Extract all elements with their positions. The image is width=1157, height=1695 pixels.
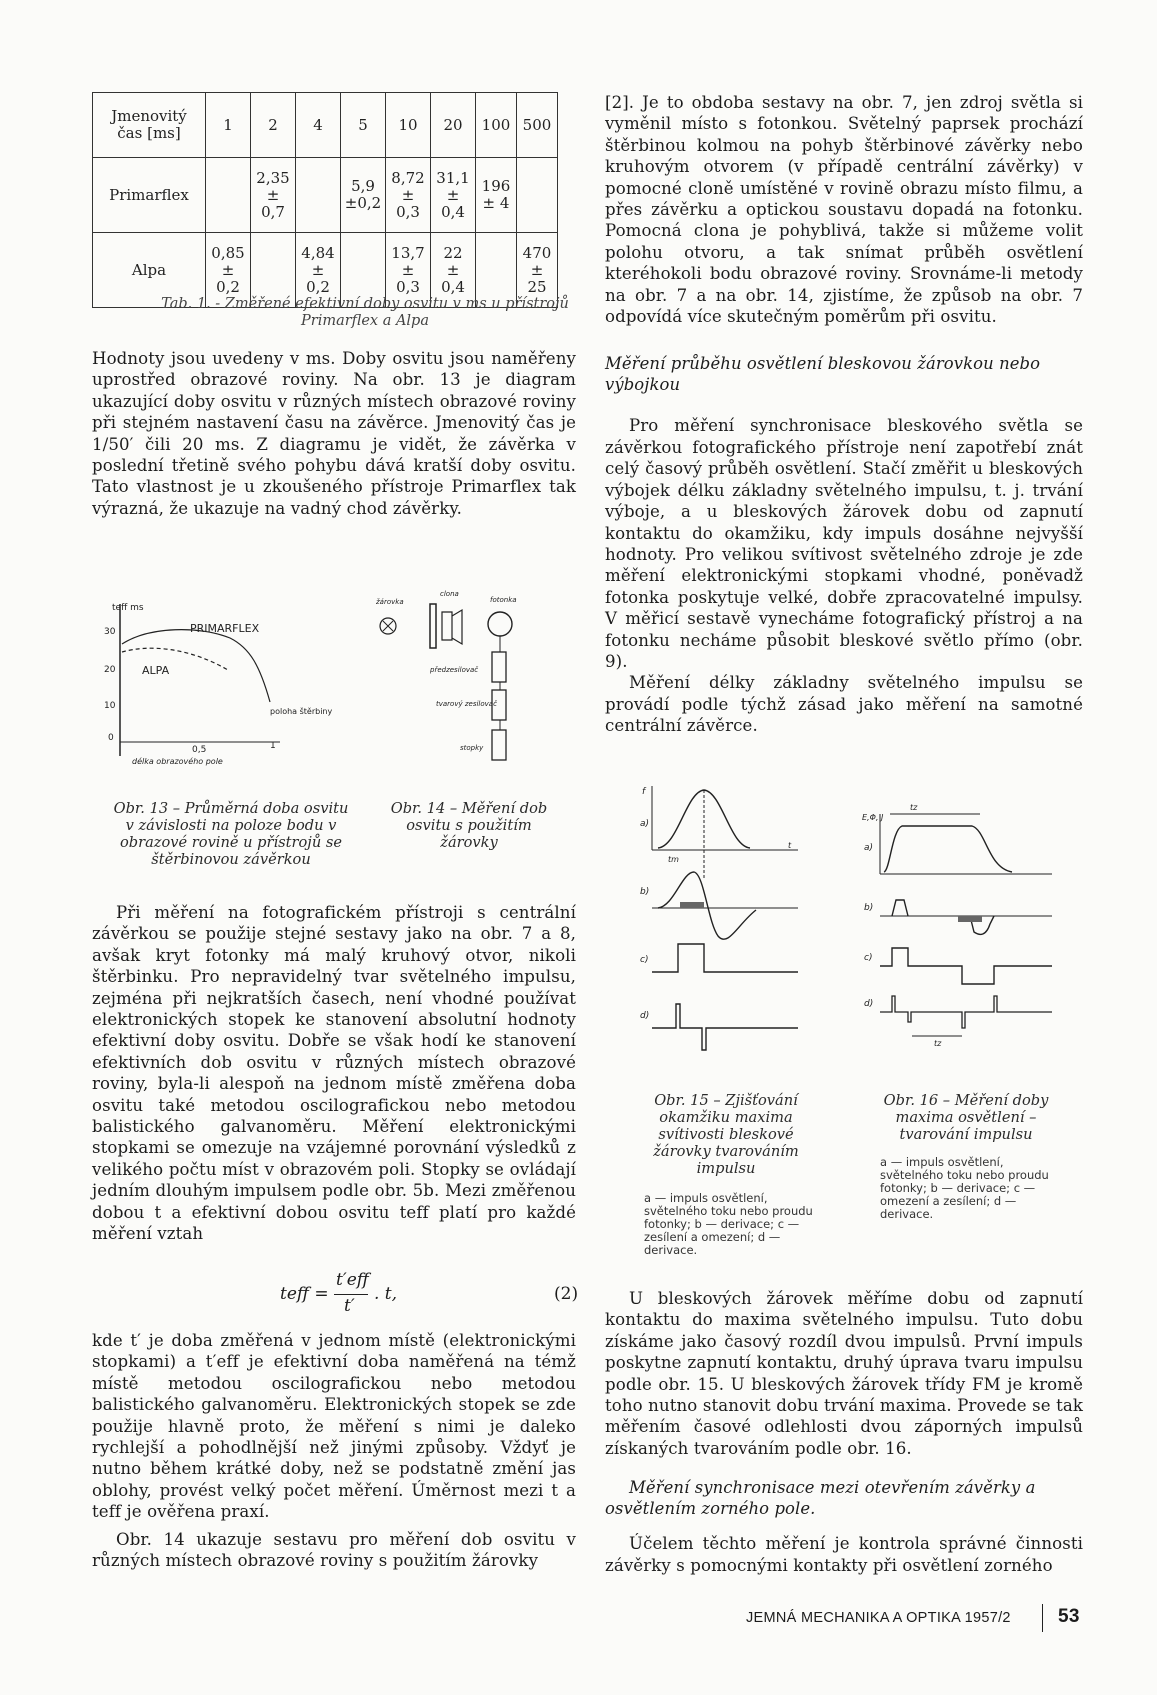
table-cell — [517, 158, 558, 233]
paragraph: [2]. Je to obdoba sestavy na obr. 7, jen zdroj světla si vyměnil místo s fotonkou. Světelný paprsek prochází štěrbinou kolmou na pohyb štěrbinové závěrky nebo kruhovým otvorem (v případě centrální závěrky) v pomocné cloně umístěné v rovině obrazu místo filmu, a přes závěrku a optickou soustavu dopadá na fotonku. Pomocná clona je pohyblivá, takže si můžeme volit polohu otvoru, a tak snímat průběh osvětlení kteréhokoli bodu obrazové roviny. Srovnáme-li metody na obr. 7 a na obr. 14, zjistíme, že způsob na obr. 7 odpovídá více skutečným poměrům při osvitu. — [605, 93, 1083, 327]
fig14-block2-label: tvarový zesilovač — [436, 700, 497, 708]
pulse-a — [884, 826, 1012, 872]
pulse-a — [658, 790, 750, 848]
table-cell: 2,35 ± 0,7 — [251, 158, 296, 233]
fig16-tz: tz — [910, 803, 918, 812]
table-header-cell: 2 — [251, 93, 296, 158]
eq-number: (2) — [554, 1284, 579, 1304]
eq-numerator: t′eff — [336, 1270, 369, 1290]
left-paragraph-1 — [92, 348, 576, 519]
fig14-caption: Obr. 14 – Měření dob osvitu s použitím žárovky — [390, 800, 548, 851]
fig13-annot: poloha štěrbiny — [270, 707, 333, 716]
fig13-ytick: 0 — [108, 733, 114, 743]
figure-15 — [638, 782, 808, 1072]
fig15-t: t — [788, 841, 792, 850]
fotonka-icon — [488, 612, 512, 636]
fig13-caption: Obr. 13 – Průměrná doba osvitu v závislosti na poloze bodu v obrazové rovině u přístrojů se štěrbinovou závěrkou — [113, 800, 349, 868]
fig16-label-d: d) — [864, 999, 874, 1009]
table-cell: 13,7 ± 0,3 — [386, 233, 431, 308]
fig13-ylabel: teff ms — [112, 603, 144, 613]
camera-shape — [442, 610, 462, 644]
table-row — [93, 158, 558, 233]
right-column-top — [605, 92, 1083, 737]
footer-divider — [1042, 1604, 1043, 1632]
table-cell — [206, 158, 251, 233]
fig14-lamp-label: žárovka — [376, 598, 404, 606]
fig15-label-c: c) — [640, 955, 649, 965]
fig14-block3-label: stopky — [460, 744, 484, 752]
table-cell: 8,72 ± 0,3 — [386, 158, 431, 233]
table-header-cell: 20 — [431, 93, 476, 158]
primarflex-label: PRIMARFLEX — [190, 622, 260, 635]
figure-14 — [370, 588, 570, 778]
eq-rhs: . t, — [374, 1284, 398, 1304]
paragraph: Obr. 14 ukazuje sestavu pro měření dob osvitu v různých místech obrazové roviny s použitím žárovky — [92, 1529, 576, 1571]
paragraph: U bleskových žárovek měříme dobu od zapnutí kontaktu do maxima světelného impulsu. Tuto dobu získáme jako časový rozdíl dvou impulsů. První impuls poskytne zapnutí kontaktu, druhý úprava tvaru impulsu podle obr. 15. U bleskových žárovek třídy FM je kromě toho nutno stanovit dobu trvání maxima. Provede se tak měřením časové odlehlosti dvou záporných impulsů získaných tvarováním podle obr. 16. — [605, 1289, 1083, 1458]
table-header-cell: 500 — [517, 93, 558, 158]
fig13-xlabel: délka obrazového pole — [132, 757, 223, 766]
table-header-cell: 1 — [206, 93, 251, 158]
paragraph: Hodnoty jsou uvedeny v ms. Doby osvitu jsou naměřeny uprostřed obrazové roviny. Na obr. 13 je diagram ukazující doby osvitu v různých místech obrazové roviny při stejném nastavení času na závěrce. Jmenovitý čas je 1/50′ čili 20 ms. Z diagramu je vidět, že závěrka v poslední třetině svého pohybu dává kratší doby osvitu. Tato vlastnost je u zkoušeného přístroje Primarflex tak výrazná, že ukazuje na vadný chod závěrky. — [92, 349, 576, 518]
fig15-caption: Obr. 15 – Zjišťování okamžiku maxima svítivosti bleskové žárovky tvarováním impulsu — [653, 1092, 799, 1177]
fig13-ytick: 10 — [104, 701, 116, 711]
equation-2 — [266, 1270, 579, 1320]
left-paragraph-3 — [92, 1330, 576, 1571]
pulse-b — [658, 872, 756, 939]
left-paragraph-2 — [92, 902, 576, 1245]
paragraph: Při měření na fotografickém přístroji s centrální závěrkou se použije stejné sestavy jako na obr. 7 a 8, avšak kryt fotonky má malý kruhový otvor, nikoli štěrbinku. Pro nepravidelný tvar světelného impulsu, zejména při nejkratších časech, není vhodné používat elektronických stopek ke stanovení absolutní hodnoty efektivní doby osvitu. Dobře se však hodí ke stanovení efektivních dob osvitu v různých místech obrazové roviny, byla-li alespoň na jednom místě změřena doba osvitu také metodou oscilografickou nebo metodou balistického galvanoměru. Měření elektronickými stopkami se omezuje na vzájemné porovnání výsledků z velikého počtu míst v obrazovém poli. Stopky se ovládají jedním dlouhým impulsem podle obr. 5b. Mezi změřenou dobou t a efektivní dobou osvitu teff platí pro každé měření vztah — [92, 903, 576, 1244]
table-row-label: Primarflex — [93, 158, 206, 233]
pulse-c — [880, 948, 1052, 984]
fig16-tz-bottom: tz — [934, 1039, 942, 1048]
fig15-legend: a — impuls osvětlení, světelného toku nebo proudu fotonky; b — derivace; c — zesílení a omezení; d — derivace. — [644, 1191, 813, 1257]
table-caption: Tab. 1. - Změřené efektivní doby osvitu v ms u přístrojů Primarflex a Alpa — [161, 296, 569, 329]
fig16-y: E,Φ, J — [862, 813, 884, 822]
fig16-legend: a — impuls osvětlení, světelného toku nebo proudu fotonky; b — derivace; c — omezení a zesílení; d — derivace. — [880, 1155, 1049, 1221]
hatch — [680, 902, 704, 908]
fig15-y: f — [642, 787, 646, 797]
clona-shape — [430, 604, 436, 648]
table-cell: 4,84 ± 0,2 — [296, 233, 341, 308]
journal-footer: JEMNÁ MECHANIKA A OPTIKA 1957/2 — [746, 1610, 1011, 1626]
fig16-caption: Obr. 16 – Měření doby maxima osvětlení – tvarování impulsu — [883, 1092, 1049, 1143]
fig16-label-a: a) — [864, 843, 874, 853]
eq-fraction-bar — [334, 1294, 368, 1295]
fig14-block1-label: předzesilovač — [430, 666, 479, 674]
table-cell — [296, 158, 341, 233]
figure-16 — [862, 800, 1062, 1050]
page-number: 53 — [1058, 1606, 1080, 1627]
table-cell: 196 ± 4 — [476, 158, 517, 233]
lamp-filament — [383, 621, 393, 631]
fig14-fotonka-label: fotonka — [490, 596, 517, 604]
paragraph: Pro měření synchronisace bleskového světla se závěrkou fotografického přístroje není zapotřebí znát celý časový průběh osvětlení. Stačí změřit u bleskových výbojek délku základny světelného impulsu, t. j. trvání výboje, a u bleskových žárovek dobu od zapnutí kontaktu do okamžiku, kdy impuls dosáhne nejvyšší hodnoty. Pro velikou svítivost světelného zdroje je zde měření elektronickými stopkami vhodné, poněvadž fotonka poskytuje velké, dobře zpracovatelné impulsy. V měřicí sestavě vynecháme fotografický přístroj a na fotonku necháme působit bleskové světlo přímo (obr. 9). — [605, 416, 1083, 671]
table-header-row — [93, 93, 558, 158]
fig15-label-b: b) — [640, 887, 650, 897]
section-heading: Měření synchronisace mezi otevřením závěrky a osvětlením zorného pole. — [605, 1478, 1036, 1519]
pulse-d — [652, 1004, 798, 1050]
preamp-box — [492, 652, 506, 682]
fig15-label-d: d) — [640, 1011, 650, 1021]
fig14-clona-label: clona — [440, 590, 459, 598]
fig13-ytick: 30 — [104, 627, 116, 637]
timer-box — [492, 730, 506, 760]
table-cell: 31,1 ± 0,4 — [431, 158, 476, 233]
fig15-label-a: a) — [640, 819, 650, 829]
figure-13 — [104, 596, 360, 776]
table-header-cell: 4 — [296, 93, 341, 158]
fig13-xtick: 0,5 — [192, 745, 207, 755]
section-heading: Měření průběhu osvětlení bleskovou žárovkou nebo výbojkou — [605, 354, 1041, 395]
paragraph: kde t′ je doba změřená v jednom místě (elektronickými stopkami) a t′eff je efektivní doba naměřená na témž místě metodou oscilografickou nebo metodou balistického galvanoměru. Elektronických stopek se zde použije hlavně proto, že měření s nimi je daleko rychlejší a pohodlnější než jinými způsoby. Vždyť je nutno během krátké doby, než se podstatně změní jas oblohy, provést velký počet měření. Úměrnost mezi t a teff je ověřena praxí. — [92, 1331, 576, 1522]
table-header-cell: Jmenovitý čas [ms] — [93, 93, 206, 158]
alpa-curve — [122, 648, 228, 670]
fig15-tm: tm — [668, 855, 679, 864]
eq-lhs: teff = — [280, 1284, 329, 1304]
table-1 — [92, 92, 558, 308]
fig16-label-b: b) — [864, 903, 874, 913]
fig16-label-c: c) — [864, 953, 873, 963]
table-cell: 5,9 ±0,2 — [341, 158, 386, 233]
right-column-bottom — [605, 1288, 1083, 1576]
hatch — [958, 916, 982, 922]
table-header-cell: 100 — [476, 93, 517, 158]
paragraph: Účelem těchto měření je kontrola správné činnosti závěrky s pomocnými kontakty při osvětlení zorného — [605, 1534, 1083, 1575]
table-cell: 470 ± 25 — [517, 233, 558, 308]
fig13-xend: 1 — [270, 741, 276, 751]
fig13-ytick: 20 — [104, 665, 116, 675]
table-row-label: Alpa — [93, 233, 206, 308]
paragraph: Měření délky základny světelného impulsu se provádí podle týchž zásad jako měření na samotné centrální závěrce. — [605, 673, 1083, 736]
table-cell: 0,85 ± 0,2 — [206, 233, 251, 308]
table-header-cell: 10 — [386, 93, 431, 158]
pulse-c — [652, 944, 798, 972]
eq-denominator: t′ — [344, 1296, 355, 1316]
table-header-cell: 5 — [341, 93, 386, 158]
table-cell: 22 ± 0,4 — [431, 233, 476, 308]
alpa-label: ALPA — [142, 664, 170, 677]
pulse-d — [880, 996, 1052, 1028]
